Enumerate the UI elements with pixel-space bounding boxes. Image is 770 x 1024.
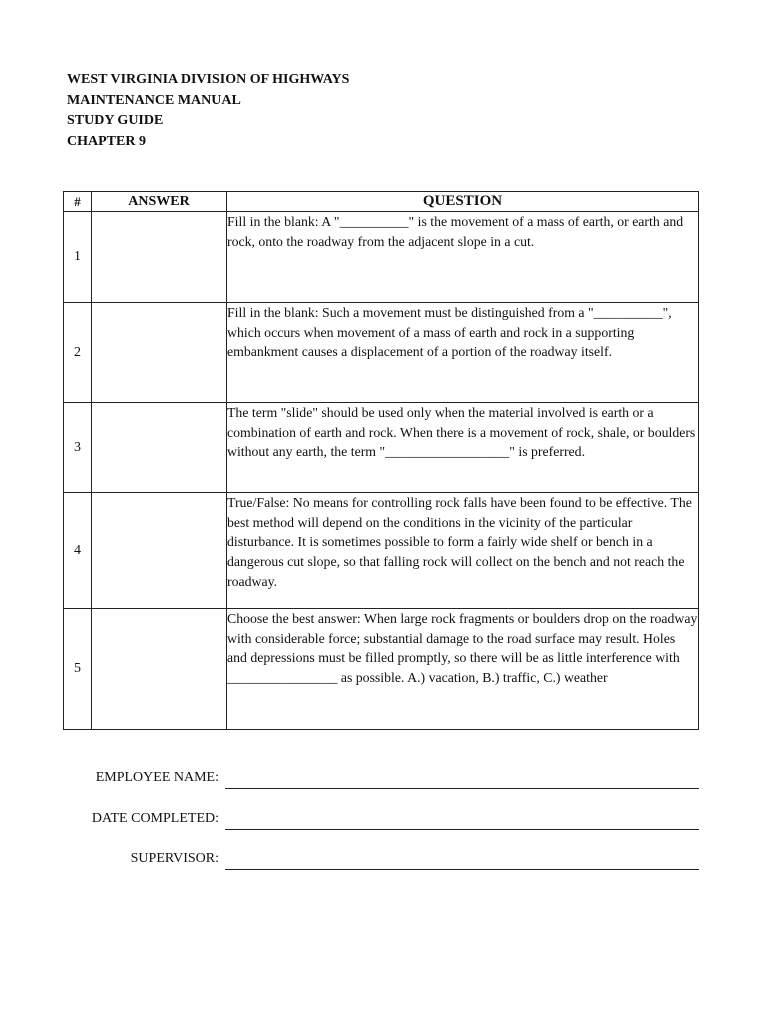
header-study-guide: STUDY GUIDE	[67, 113, 164, 128]
table-row	[64, 303, 699, 403]
date-completed-line[interactable]	[225, 829, 699, 830]
supervisor-row	[63, 848, 699, 870]
question-text: The term "slide" should be used only when the material involved is earth or a combination of earth and rock. When there is a movement of rock, shale, or boulders without any earth, the term "__________________" is preferred.	[227, 403, 699, 493]
supervisor-line[interactable]	[225, 869, 699, 870]
question-text: Choose the best answer: When large rock fragments or boulders drop on the roadway with considerable force; substantial damage to the road surface may result. Holes and depressions must be filled promptly, so there will be as little interference with ________________ as possible. A.) vacation, B.) traffic, C.) weather	[227, 609, 699, 730]
header-agency: WEST VIRGINIA DIVISION OF HIGHWAYS	[67, 72, 350, 87]
supervisor-label: SUPERVISOR:	[130, 851, 219, 866]
answer-cell[interactable]	[92, 403, 227, 493]
question-number: 2	[64, 303, 92, 403]
question-number: 4	[64, 493, 92, 609]
question-number: 5	[64, 609, 92, 730]
column-header-answer: ANSWER	[92, 192, 227, 212]
study-guide-table	[63, 191, 699, 730]
date-completed-label: DATE COMPLETED:	[91, 811, 219, 826]
header-manual: MAINTENANCE MANUAL	[67, 92, 241, 108]
table-row	[64, 403, 699, 493]
table-row	[64, 212, 699, 303]
answer-cell[interactable]	[92, 303, 227, 403]
date-completed-row	[63, 808, 699, 830]
question-text: Fill in the blank: Such a movement must be distinguished from a "__________", which occurs when movement of a mass of earth and rock in a supporting embankment causes a displacement of a portion of the roadway itself.	[227, 303, 699, 403]
table-row	[64, 493, 699, 609]
answer-cell[interactable]	[92, 212, 227, 303]
column-header-number: #	[64, 192, 92, 212]
header-chapter: CHAPTER 9	[67, 133, 146, 149]
question-text: True/False: No means for controlling rock falls have been found to be effective. The best method will depend on the conditions in the vicinity of the particular disturbance. It is sometimes possible to form a fairly wide shelf or bench in a dangerous cut slope, so that falling rock will collect on the bench and not reach the roadway.	[227, 493, 699, 609]
question-number: 1	[64, 212, 92, 303]
table-header-row	[64, 192, 699, 212]
answer-cell[interactable]	[92, 609, 227, 730]
question-text: Fill in the blank: A "__________" is the movement of a mass of earth, or earth and rock, onto the roadway from the adjacent slope in a cut.	[227, 212, 699, 303]
employee-name-row	[63, 767, 699, 789]
employee-name-line[interactable]	[225, 788, 699, 789]
employee-name-label: EMPLOYEE NAME:	[95, 770, 219, 785]
column-header-question: QUESTION	[227, 192, 699, 212]
document-header	[67, 70, 349, 152]
question-number: 3	[64, 403, 92, 493]
table-row	[64, 609, 699, 730]
answer-cell[interactable]	[92, 493, 227, 609]
